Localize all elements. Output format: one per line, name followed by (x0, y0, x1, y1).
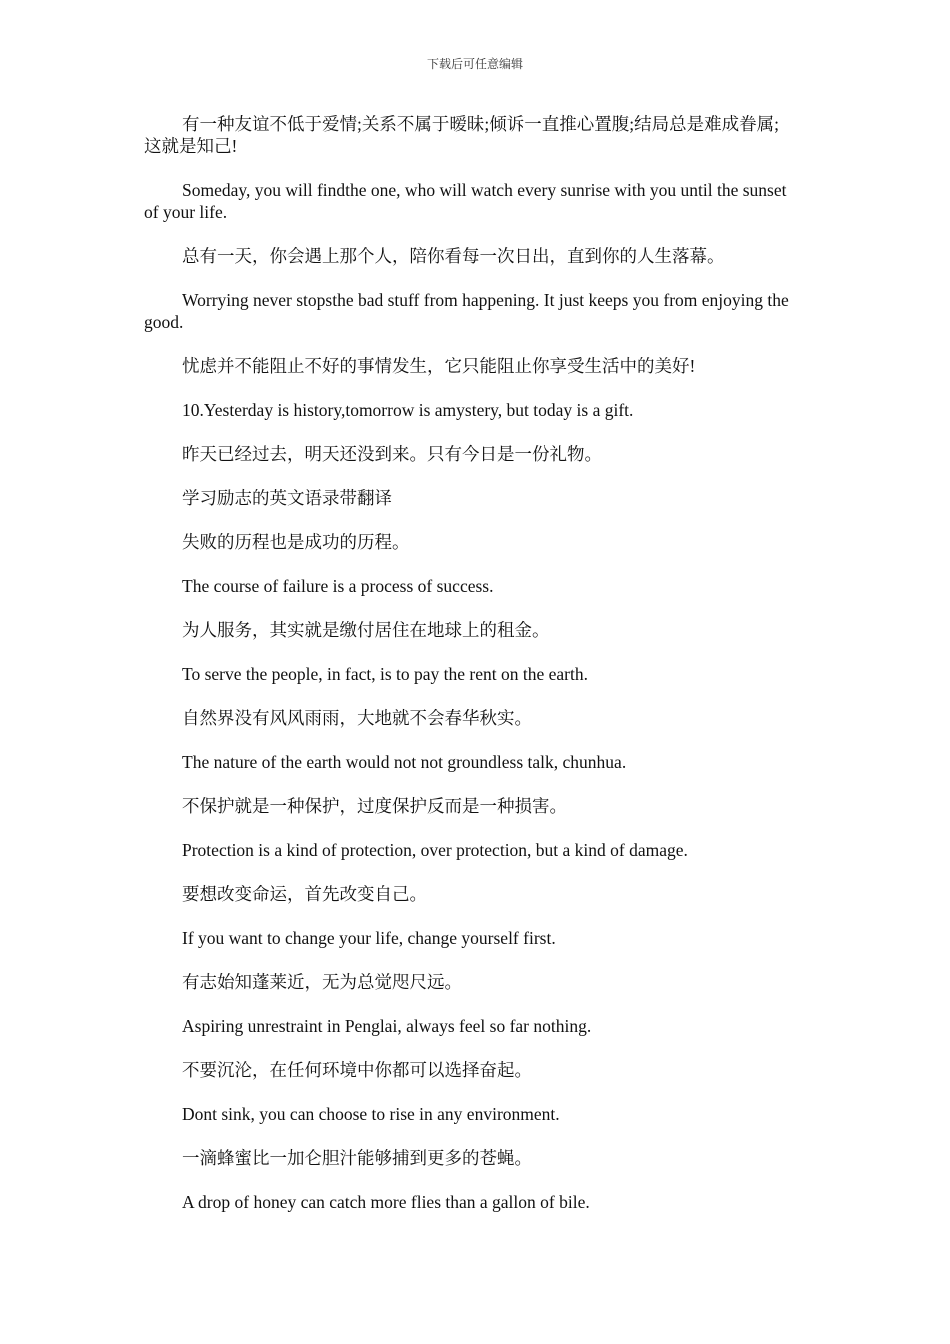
paragraph: 失败的历程也是成功的历程。 (182, 532, 410, 552)
paragraph: 为人服务，其实就是缴付居住在地球上的租金。 (182, 620, 550, 640)
paragraph: 总有一天，你会遇上那个人，陪你看每一次日出，直到你的人生落幕。 (182, 246, 725, 266)
paragraph: 昨天已经过去，明天还没到来。只有今日是一份礼物。 (182, 444, 602, 464)
paragraph: The course of failure is a process of success. (182, 576, 494, 596)
paragraph: Someday, you will findthe one, who will watch every sunrise with you until the sunset of your life. (144, 180, 787, 222)
paragraph: To serve the people, in fact, is to pay the rent on the earth. (182, 664, 588, 684)
paragraph: 一滴蜂蜜比一加仑胆汁能够捕到更多的苍蝇。 (182, 1148, 532, 1168)
paragraph: A drop of honey can catch more flies than a gallon of bile. (182, 1192, 590, 1212)
paragraph: 忧虑并不能阻止不好的事情发生，它只能阻止你享受生活中的美好! (182, 356, 696, 376)
paragraph: 要想改变命运，首先改变自己。 (182, 884, 427, 904)
paragraph: 有志始知蓬莱近，无为总觉咫尺远。 (182, 972, 462, 992)
paragraph: 自然界没有风风雨雨，大地就不会春华秋实。 (182, 708, 532, 728)
section-heading: 学习励志的英文语录带翻译 (182, 488, 392, 508)
paragraph: Worrying never stopsthe bad stuff from happening. It just keeps you from enjoying the good. (144, 290, 789, 332)
paragraph: 10.Yesterday is history,tomorrow is amystery, but today is a gift. (182, 400, 634, 420)
paragraph: 不要沉沦，在任何环境中你都可以选择奋起。 (182, 1060, 532, 1080)
paragraph: Aspiring unrestraint in Penglai, always feel so far nothing. (182, 1016, 592, 1036)
paragraph: Dont sink, you can choose to rise in any environment. (182, 1104, 560, 1124)
document-body (144, 113, 796, 1235)
paragraph: 有一种友谊不低于爱情;关系不属于暧昧;倾诉一直推心置腹;结局总是难成眷属;这就是知己! (144, 114, 779, 156)
paragraph: If you want to change your life, change yourself first. (182, 928, 556, 948)
paragraph: 不保护就是一种保护，过度保护反而是一种损害。 (182, 796, 567, 816)
page-header-note: 下载后可任意编辑 (426, 57, 523, 71)
paragraph: Protection is a kind of protection, over protection, but a kind of damage. (182, 840, 688, 860)
paragraph: The nature of the earth would not not groundless talk, chunhua. (182, 752, 627, 772)
